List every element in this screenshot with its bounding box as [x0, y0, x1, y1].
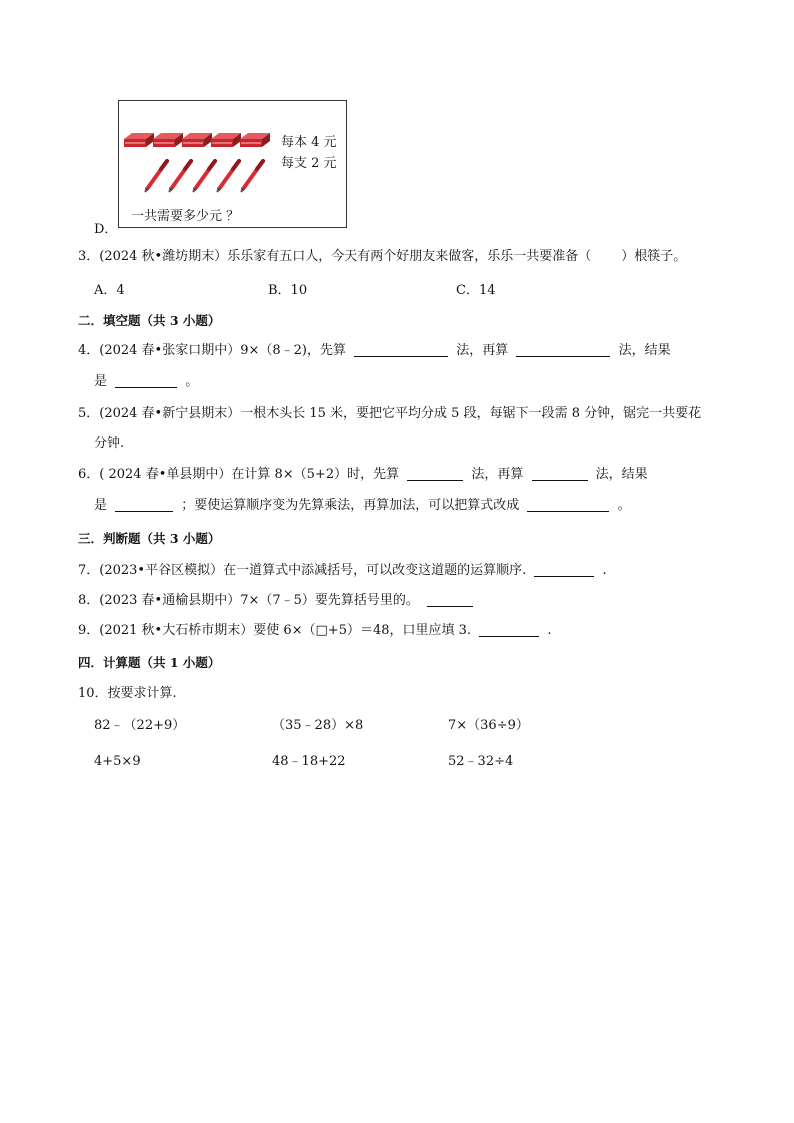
question-6	[78, 465, 648, 485]
pen-icon	[145, 161, 167, 192]
q9-text: 9．(2021 秋•大石桥市期末）要使 6×（□+5）＝48，口里应填 3.	[78, 623, 472, 638]
section-3-heading: 三．判断题（共 3 小题）	[78, 531, 221, 546]
pen-icon	[241, 161, 263, 192]
book-icon	[182, 133, 212, 147]
q6-blank-3[interactable]	[115, 497, 173, 512]
q9-tail: .	[547, 623, 552, 638]
calc-5: 48﹣18+22	[272, 754, 346, 769]
option-d-figure	[118, 100, 347, 228]
section-4-heading: 四．计算题（共 1 小题）	[78, 655, 221, 670]
q6-part-5: ；要使运算顺序变为先算乘法，再算加法，可以把算式改成	[181, 498, 520, 513]
q6-blank-4[interactable]	[527, 497, 609, 512]
q3-option-b[interactable]: B．10	[268, 283, 308, 298]
price-pen-text: 每支 2 元	[281, 156, 337, 171]
calc-3: 7×（36÷9）	[448, 718, 529, 733]
q4-part-4: 是	[94, 374, 108, 389]
q4-blank-1[interactable]	[354, 342, 448, 357]
calc-1: 82﹣（22+9）	[94, 718, 186, 733]
q3-text-before: 3．(2024 秋•潍坊期末）乐乐家有五口人，今天有两个好朋友来做客，乐乐一共要准备（	[78, 249, 592, 264]
calc-4: 4+5×9	[94, 754, 141, 769]
question-5-line-1: 5．(2024 春•新宁县期末）一根木头长 15 米，要把它平均分成 5 段，每锯下一段需 8 分钟，锯完一共要花	[78, 406, 702, 421]
q6-blank-1[interactable]	[407, 466, 463, 481]
question-4-line-2	[94, 372, 198, 392]
q8-text: 8．(2023 春•通榆县期中）7×（7﹣5）要先算括号里的。	[78, 593, 419, 608]
option-d-label: D．	[94, 222, 118, 237]
pen-icon	[217, 161, 239, 192]
q3-option-a[interactable]: A．4	[94, 283, 125, 298]
q9-blank[interactable]	[479, 622, 539, 637]
section-2-heading: 二．填空题（共 3 小题）	[78, 313, 221, 328]
q6-part-2: 法，再算	[471, 467, 524, 482]
pen-icon	[169, 161, 191, 192]
q6-part-6: 。	[617, 498, 631, 513]
q3-text-after: ）根筷子。	[621, 249, 687, 264]
q4-blank-2[interactable]	[516, 342, 610, 357]
q4-part-5: 。	[185, 374, 199, 389]
price-book-text: 每本 4 元	[281, 135, 337, 150]
q6-blank-2[interactable]	[532, 466, 588, 481]
q4-part-3: 法，结果	[618, 343, 671, 358]
calc-6: 52﹣32÷4	[448, 754, 514, 769]
q3-option-c[interactable]: C．14	[456, 283, 496, 298]
book-icon	[124, 133, 154, 147]
q4-part-2: 法，再算	[456, 343, 509, 358]
q4-part-1: 4．(2024 春•张家口期中）9×（8﹣2)，先算	[78, 343, 347, 358]
q4-blank-3[interactable]	[115, 373, 177, 388]
q8-blank[interactable]	[427, 592, 473, 607]
question-7	[78, 561, 607, 581]
question-9	[78, 621, 551, 641]
question-5-line-2: 分钟.	[94, 436, 125, 451]
q6-part-1: 6．( 2024 春•单县期中）在计算 8×（5+2）时，先算	[78, 467, 400, 482]
figure-question-text: 一共需要多少元 ？	[131, 209, 240, 224]
question-3	[78, 247, 686, 267]
question-6-line-2	[94, 496, 631, 516]
q7-blank[interactable]	[534, 562, 594, 577]
question-4	[78, 341, 671, 361]
q6-part-4: 是	[94, 498, 108, 513]
book-icon	[240, 133, 270, 147]
pen-icon	[193, 161, 215, 192]
question-10-title: 10．按要求计算.	[78, 686, 177, 701]
q7-tail: .	[602, 563, 607, 578]
question-8	[78, 591, 477, 611]
q6-part-3: 法，结果	[595, 467, 648, 482]
calc-2: （35﹣28）×8	[272, 718, 364, 733]
book-icon	[153, 133, 183, 147]
q7-text: 7．(2023•平谷区模拟）在一道算式中添减括号，可以改变这道题的运算顺序.	[78, 563, 527, 578]
book-icon	[211, 133, 241, 147]
